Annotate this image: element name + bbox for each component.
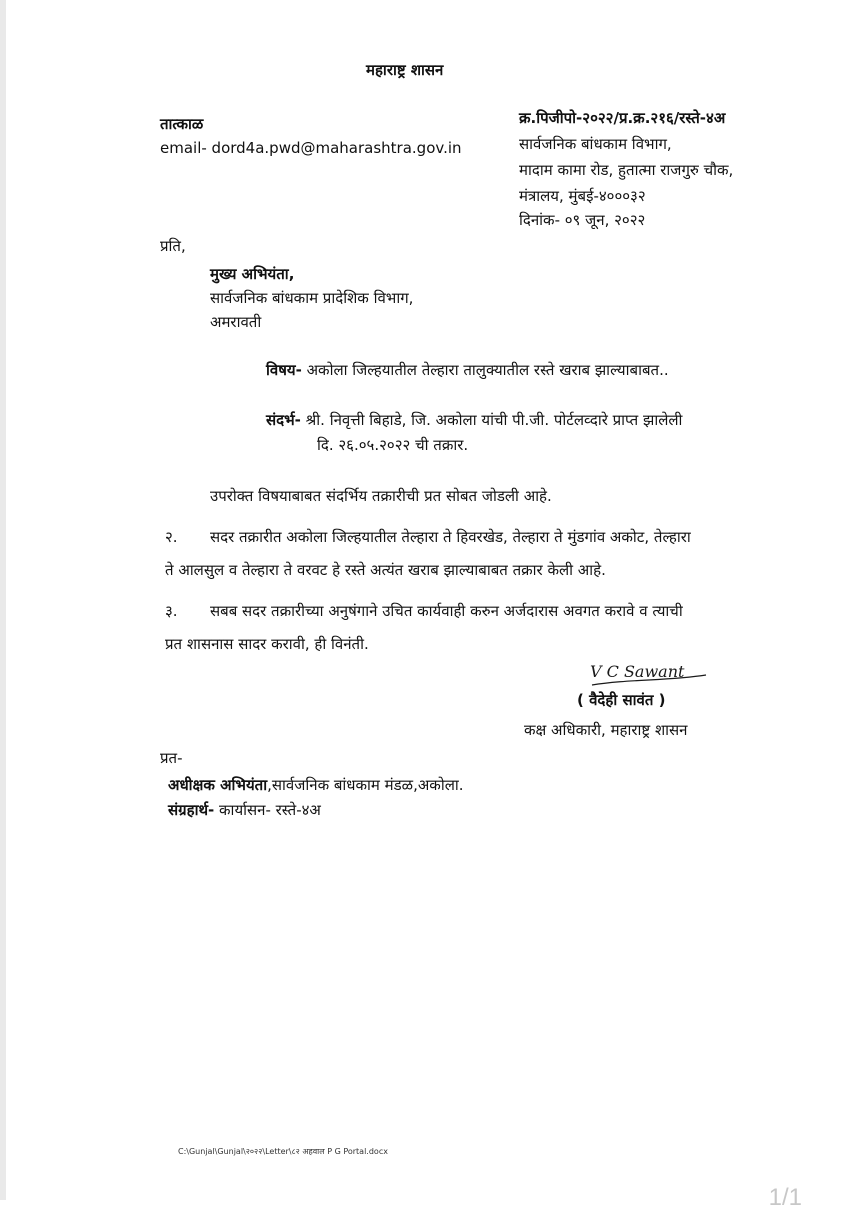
- record-label: संग्रहार्थ-: [168, 801, 215, 819]
- urgency-label: तात्काळ: [160, 115, 204, 133]
- copy-to-recipient-office: ,सार्वजनिक बांधकाम मंडळ,अकोला.: [267, 776, 464, 794]
- paragraph-3-line-2: प्रत शासनास सादर करावी, ही विनंती.: [165, 635, 369, 653]
- file-path-footer: C:\Gunjal\Gunjal\२०२२\Letter\८२ अहवाल P G Portal.docx: [178, 1147, 388, 1156]
- reference-line-1: [266, 410, 682, 430]
- email-address: email- dord4a.pwd@maharashtra.gov.in: [160, 139, 462, 157]
- page-indicator: 1/1: [768, 1184, 802, 1211]
- copy-to-recipient: अधीक्षक अभियंता: [168, 776, 268, 794]
- subject-text: अकोला जिल्हयातील तेल्हारा तालुक्यातील रस्ते खराब झाल्याबाबत..: [301, 361, 669, 379]
- prati-label: प्रति,: [160, 237, 186, 255]
- government-heading: महाराष्ट्र शासन: [366, 61, 444, 79]
- copy-to-label: प्रत-: [160, 749, 183, 767]
- paragraph-1: उपरोक्त विषयाबाबत संदर्भिय तक्रारीची प्रत सोबत जोडली आहे.: [210, 487, 552, 505]
- address-line-1: मादाम कामा रोड, हुतात्मा राजगुरु चौक,: [519, 161, 734, 179]
- page-edge: [0, 0, 6, 1200]
- signature-scribble: [588, 655, 718, 689]
- signatory-designation: कक्ष अधिकारी, महाराष्ट्र शासन: [524, 721, 688, 739]
- addressee-city: अमरावती: [210, 313, 262, 331]
- copy-to-line-2: [168, 800, 321, 820]
- department-name: सार्वजनिक बांधकाम विभाग,: [519, 135, 672, 153]
- paragraph-2-line-2: ते आलसुल व तेल्हारा ते वरवट हे रस्ते अत्यंत खराब झाल्याबाबत तक्रार केली आहे.: [165, 561, 606, 579]
- paragraph-2-line-1: सदर तक्रारीत अकोला जिल्हयातील तेल्हारा ते हिवरखेड, तेल्हारा ते मुंडगांव अकोट, तेल्हारा: [210, 528, 691, 546]
- subject-label: विषय-: [266, 361, 302, 379]
- reference-text-1: श्री. निवृत्ती बिहाडे, जि. अकोला यांची पी.जी. पोर्टलव्दारे प्राप्त झालेली: [300, 411, 683, 429]
- signature-mark: [588, 655, 718, 689]
- letter-date: दिनांक- ०९ जून, २०२२: [519, 211, 646, 229]
- copy-to-line-1: [168, 775, 464, 795]
- record-desk: कार्यासन- रस्ते-४अ: [214, 801, 321, 819]
- addressee-title: मुख्य अभियंता,: [210, 265, 295, 283]
- paragraph-3-line-1: सबब सदर तक्रारीच्या अनुषंगाने उचित कार्यवाही करुन अर्जदारास अवगत करावे व त्याची: [210, 602, 683, 620]
- signatory-name: ( वैदेही सावंत ): [577, 691, 666, 709]
- reference-number: क्र.पिजीपो-२०२२/प्र.क्र.२१६/रस्ते-४अ: [519, 109, 726, 127]
- address-line-2: मंत्रालय, मुंबई-४०००३२: [519, 187, 646, 205]
- signature-text: V C Sawant: [590, 662, 685, 681]
- addressee-office: सार्वजनिक बांधकाम प्रादेशिक विभाग,: [210, 289, 414, 307]
- reference-label: संदर्भ-: [266, 411, 301, 429]
- reference-line-2: दि. २६.०५.२०२२ ची तक्रार.: [317, 436, 469, 454]
- paragraph-2-number: २.: [165, 528, 178, 546]
- paragraph-3-number: ३.: [165, 602, 178, 620]
- subject-line: [266, 360, 669, 380]
